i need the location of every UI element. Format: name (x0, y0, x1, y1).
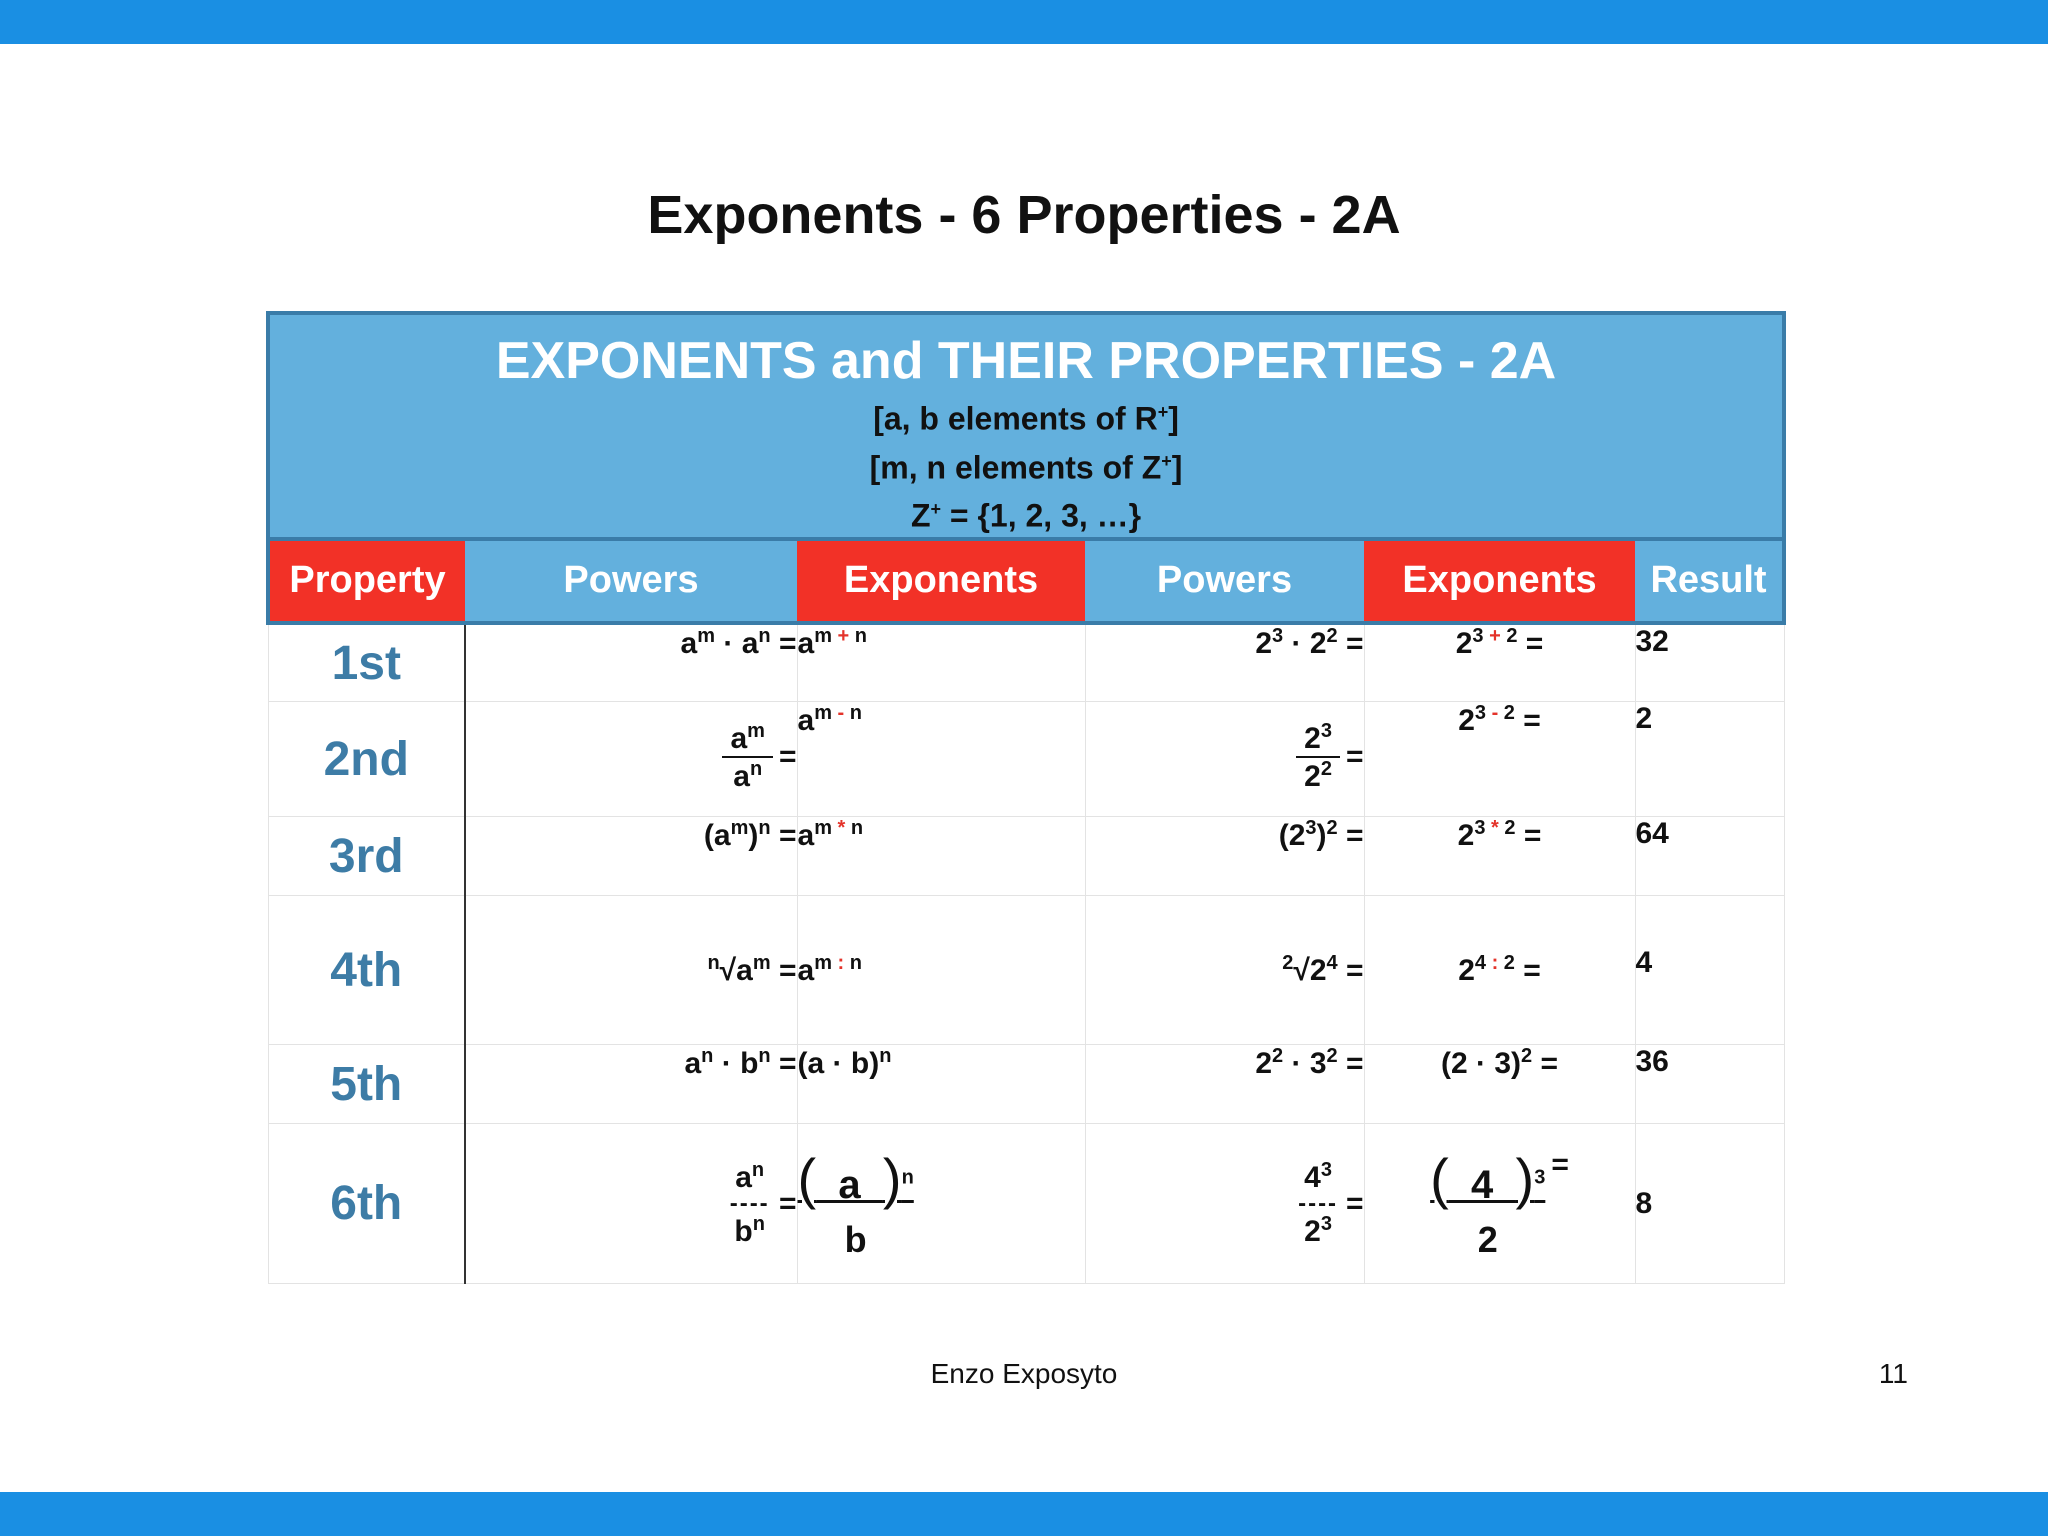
fraction-am-over-an: $\frac{a^m}{a^n}$ (722, 720, 772, 794)
header-exponents: Exponents (797, 539, 1085, 623)
result-4th: 4 (1635, 896, 1784, 1045)
banner-line-2-end: ] (1171, 449, 1183, 486)
property-label-2nd: 2nd (268, 702, 465, 817)
property-label-4th: 4th (268, 896, 465, 1045)
table-banner (268, 313, 1784, 539)
properties-table (266, 311, 1786, 1284)
header-result: Result (1635, 539, 1784, 623)
powers-example-4th: $^2√2^4$ = (1085, 896, 1364, 1045)
result-1st: 32 (1635, 623, 1784, 702)
banner-line-1-sup: + (1157, 402, 1169, 422)
footer-author: Enzo Exposyto (930, 1358, 1118, 1389)
table-row-2nd (268, 702, 1784, 817)
exponents-example-4th: $2^{4 : 2}$ = (1364, 896, 1635, 1045)
table-row-3rd (268, 817, 1784, 896)
powers-formula-2nd: $\frac{a^m}{a^n}$ = (465, 702, 797, 817)
exponents-formula-6th (797, 1124, 1085, 1284)
table-row-6th (268, 1124, 1784, 1284)
header-powers-example: Powers (1085, 539, 1364, 623)
banner-line-1-end: ] (1168, 400, 1179, 437)
big-fraction-4-over-2: $\frac{(\_4\_)^3}{2}$ (1430, 1147, 1546, 1261)
banner-line-2 (270, 440, 1782, 489)
banner-cell (268, 313, 1784, 539)
column-header-row (268, 539, 1784, 623)
root-icon: √ (719, 954, 737, 988)
banner-title: EXPONENTS and THEIR PROPERTIES - 2A (495, 332, 1557, 390)
powers-example-5th: $2^2 \cdot 3^2$ = (1085, 1045, 1364, 1124)
bottom-accent-bar (0, 1492, 2048, 1536)
powers-formula-6th: $a^n$ ---- $b^n$ = (465, 1124, 797, 1284)
fraction-an-over-bn: $a^n$ ---- $b^n$ (729, 1158, 770, 1248)
property-label-5th: 5th (268, 1045, 465, 1124)
powers-example-2nd: $\frac{2^3}{2^2}$ = (1085, 702, 1364, 817)
exponents-formula-3rd: $a^{m * n}$ (797, 817, 1085, 896)
exponents-example-1st: $2^{3 + 2}$ = (1364, 623, 1635, 702)
exponents-example-6th: $\frac{(\_4\_)^3}{2}$ = (1364, 1124, 1635, 1284)
powers-formula-4th: $^n√a^m$ = (465, 896, 797, 1045)
banner-line-1-text: [a, b elements of R (873, 400, 1158, 437)
exponents-formula-1st: $a^{m + n}$ (797, 623, 1085, 702)
exponents-example-5th: $(2 \cdot 3)^2$ = (1364, 1045, 1635, 1124)
property-label-1st: 1st (268, 623, 465, 702)
table-row-1st (268, 623, 1784, 702)
banner-line-3 (270, 488, 1782, 537)
result-3rd: 64 (1635, 817, 1784, 896)
slide-title: Exponents - 6 Properties - 2A (647, 185, 1401, 245)
top-accent-bar (0, 0, 2048, 44)
result-6th: 8 (1635, 1124, 1784, 1284)
banner-line-3-sup: + (930, 499, 941, 520)
result-5th: 36 (1635, 1045, 1784, 1124)
root-icon: √ (1293, 954, 1310, 988)
header-powers: Powers (465, 539, 797, 623)
header-exponents-example: Exponents (1364, 539, 1635, 623)
exponents-example-2nd: 2$^{3 - 2}$ = (1364, 702, 1635, 817)
property-label-3rd: 3rd (268, 817, 465, 896)
exponents-formula-2nd: $a^{m - n}$ (797, 702, 1085, 817)
fraction-23-over-22: $\frac{2^3}{2^2}$ (1296, 720, 1340, 794)
banner-line-2-text: [m, n elements of Z (869, 449, 1162, 486)
exponents-formula-4th: $a^{m : n}$ (797, 896, 1085, 1045)
result-2nd: 2 (1635, 702, 1784, 817)
exponents-formula-5th: $(a \cdot b)^n$ (797, 1045, 1085, 1124)
powers-example-6th: $4^3$ ---- $2^3$ = (1085, 1124, 1364, 1284)
exponents-example-3rd: $2^{3 * 2}$ = (1364, 817, 1635, 896)
big-fraction-a-over-b: $\frac{(\_a\_)^n}{b}$ (797, 1147, 914, 1261)
powers-formula-3rd: $(a^m)^n$ = (465, 817, 797, 896)
powers-formula-1st: $a^m \cdot a^n$ = (465, 623, 797, 702)
banner-line-3-end: = {1, 2, 3, …} (941, 497, 1142, 534)
banner-line-1 (270, 391, 1782, 440)
banner-line-2-sup: + (1161, 450, 1172, 471)
powers-formula-5th: $a^n \cdot b^n$ = (465, 1045, 797, 1124)
property-label-6th: 6th (268, 1124, 465, 1284)
header-property: Property (268, 539, 465, 623)
powers-example-3rd: $(2^3)^2$ = (1085, 817, 1364, 896)
table-row-4th (268, 896, 1784, 1045)
banner-line-3-text: Z (910, 497, 931, 534)
powers-example-1st: $2^3 \cdot 2^2$ = (1085, 623, 1364, 702)
page-number: 11 (1878, 1358, 1908, 1389)
fraction-43-over-23: $4^3$ ---- $2^3$ (1298, 1158, 1339, 1248)
table-row-5th (268, 1045, 1784, 1124)
